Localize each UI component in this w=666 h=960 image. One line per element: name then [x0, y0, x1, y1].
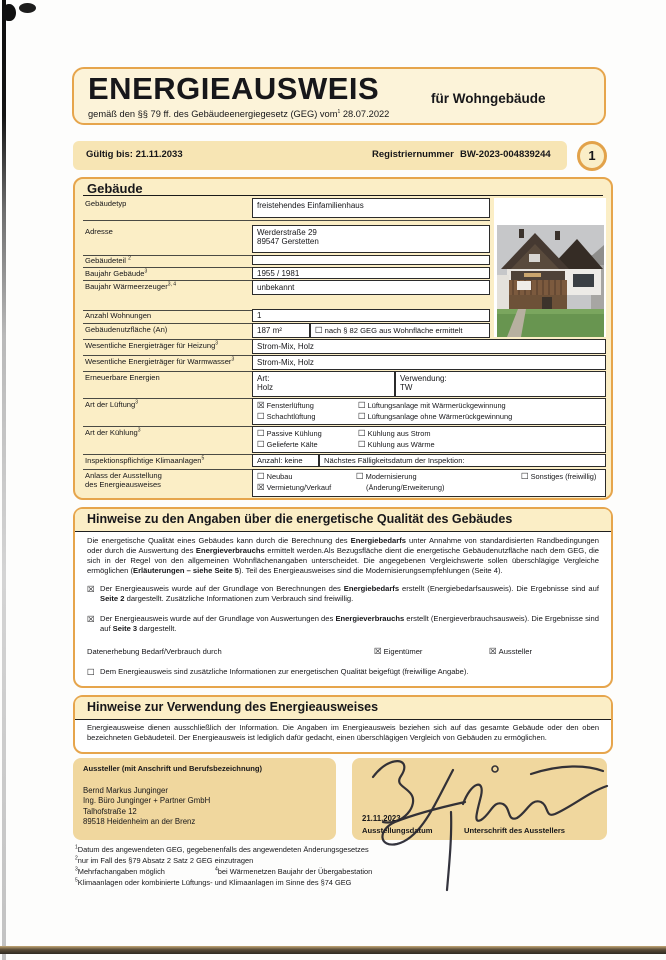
text-segment: ). Teil des Energieausweises sind die Modernisierungsempfehlungen (Seite 4).: [238, 566, 503, 576]
checkbox-icon: ☐: [521, 471, 529, 481]
value-klimaanlagen-anzahl: Anzahl: keine: [252, 454, 319, 467]
checkbox-icon: ☐: [257, 428, 265, 438]
label-text: Baujahr Wärmeerzeuger: [85, 282, 168, 291]
anlass-col3: [521, 472, 596, 483]
option-label: Neubau: [266, 472, 293, 481]
option: [358, 429, 435, 440]
footnote-4: [215, 867, 372, 876]
issuer-box: [73, 758, 336, 840]
text-segment: dargestellt. Zusätzliche Informationen zum Verbrauch sind freiwillig.: [124, 594, 354, 604]
footnote-3: [75, 867, 555, 878]
option-label: Lüftungsanlage ohne Wärmerückgewinnung: [367, 411, 513, 421]
scan-bottom-edge: [0, 946, 666, 954]
label-text: Wesentliche Energieträger für Warmwasser: [85, 357, 232, 366]
row-label-adresse: Adresse: [85, 227, 113, 236]
usage-hints-header: [75, 697, 611, 720]
checkbox-icon: ☒: [489, 646, 497, 657]
footnote-marker: 3: [231, 356, 235, 363]
address-line: Werderstraße 29: [257, 228, 317, 237]
value-nutzflaeche: 187 m²: [252, 323, 310, 338]
checkbox-icon: ☐: [356, 471, 364, 481]
quality-intro-paragraph: [87, 536, 599, 576]
footnote-marker: 3, 4: [167, 281, 177, 288]
row-label-baujahr-gebaeude: [85, 269, 147, 278]
footnote-5: [75, 878, 555, 889]
option-label: Kühlung aus Wärme: [367, 439, 435, 449]
value-baujahr-waermeerzeuger: unbekannt: [252, 280, 490, 295]
data-collection-eigentuemer: [374, 647, 422, 657]
building-photo: [497, 225, 604, 337]
option-label: Kühlung aus Strom: [367, 429, 431, 438]
row-divider: [83, 220, 490, 221]
value-adresse: [252, 225, 490, 253]
text-segment: ermittelt werden.Als Bezugsfläche dient die energetische Gebäudenutzfläche nach dem GEG, die sich in der Regel von den allgemeinen Wohnflächenangaben unterscheidet. Die angegebenen Vergleichswerte sollen überschlägige Vergleiche ermöglichen (: [87, 546, 599, 576]
row-divider: [83, 426, 252, 427]
footnote-marker: 1: [75, 844, 78, 851]
label-text: Wesentliche Energieträger für Heizung: [85, 341, 216, 350]
option-label: Passive Kühlung: [266, 429, 322, 438]
value-anlass: [252, 469, 606, 497]
row-label-lueftung: [85, 400, 138, 409]
row-label-erneuerbare: Erneuerbare Energien: [85, 373, 160, 382]
footnote-marker: 4: [215, 866, 218, 873]
text-segment: Dem Energieausweis sind zusätzliche Informationen zur energetischen Qualität beigefügt (freiwillige Angabe).: [100, 667, 469, 677]
row-divider: [83, 371, 252, 372]
issuer-header: Aussteller (mit Anschrift und Berufsbezeichnung): [83, 764, 263, 773]
option-label: Fensterlüftung: [266, 401, 314, 410]
value-warmwasser: Strom-Mix, Holz: [252, 355, 606, 370]
scan-left-edge: [2, 0, 6, 960]
footnote-text: nur im Fall des §79 Absatz 2 Satz 2 GEG einzutragen: [77, 856, 254, 865]
footnote-text: bei Wärmenetzen Baujahr der Übergabestation: [217, 867, 373, 876]
footnote-marker: 5: [201, 455, 205, 462]
scan-smudge: [3, 4, 16, 21]
checkbox-icon: ☐: [358, 438, 366, 449]
text-segment: Erläuterungen – siehe Seite 5: [133, 566, 239, 576]
checkbox-icon: ☐: [358, 400, 366, 410]
issuer-company: Ing. Büro Junginger + Partner GmbH: [83, 796, 211, 806]
option-label: Vermietung/Verkauf: [266, 482, 332, 492]
checkbox-icon: ☐: [358, 410, 366, 421]
text-segment: Seite 2: [100, 594, 125, 604]
bedarfsausweis-item: [87, 584, 599, 604]
checkbox-icon: ☐: [315, 325, 323, 335]
footnotes: [75, 845, 555, 889]
option-label: (Änderung/Erweiterung): [366, 482, 445, 492]
label-text: Baujahr Gebäude: [85, 269, 145, 278]
certificate-subtitle: für Wohngebäude: [431, 91, 546, 106]
law-text: gemäß den §§ 79 ff. des Gebäudeenergiegesetz (GEG) vom: [88, 109, 338, 119]
row-label-anlass: [85, 471, 162, 489]
quality-hints-body: [87, 536, 599, 677]
footnote-marker: 5: [75, 877, 78, 884]
value-gebaeudetyp: freistehendes Einfamilienhaus: [252, 198, 490, 218]
label-text: Art der Kühlung: [85, 428, 138, 437]
art-value: Holz: [257, 383, 274, 392]
text-segment: Die energetische Qualität eines Gebäudes kann durch die Berechnung des: [87, 536, 351, 545]
issue-date: 21.11.2023: [362, 814, 401, 823]
label-text: Gebäudeteil: [85, 256, 126, 265]
checkbox-icon: ☒: [257, 400, 265, 410]
option-label: Gelieferte Kälte: [266, 439, 318, 449]
building-section: [73, 177, 613, 500]
checkbox-icon: ☐: [257, 471, 265, 481]
footnote-marker: 3: [137, 427, 141, 434]
option-label: Sonstiges (freiwillig): [530, 472, 597, 481]
data-collection-label: Datenerhebung Bedarf/Verbrauch durch: [87, 647, 222, 657]
value-lueftung: [252, 398, 606, 425]
value-nutzflaeche-checkbox: [310, 323, 490, 338]
option: [257, 412, 316, 423]
checkbox-icon: ☐: [87, 666, 95, 677]
lueftung-col1: [257, 401, 316, 422]
quality-hints-section: [73, 507, 613, 688]
lueftung-col2: [358, 401, 512, 422]
value-anzahl-wohnungen: 1: [252, 309, 490, 322]
photo-cell: [494, 198, 606, 337]
footnote-text: Mehrfachangaben möglich: [77, 867, 165, 876]
data-collection-row: [87, 647, 599, 658]
issuer-city: 89518 Heidenheim an der Brenz: [83, 817, 196, 827]
option: [257, 401, 316, 412]
option-label: Lüftungsanlage mit Wärmerückgewinnung: [367, 401, 506, 410]
text-segment: unter Annahme von standardisierten Randbedingungen oder durch die Auswertung des: [87, 536, 600, 556]
validity-bar: [73, 141, 567, 170]
footnote-marker: 3: [75, 866, 78, 873]
signature-label: Unterschrift des Ausstellers: [464, 826, 566, 835]
row-divider: [83, 355, 252, 356]
label-text: des Energieausweises: [85, 480, 161, 490]
row-divider: [83, 469, 252, 470]
text-segment: erstellt (Energiebedarfsausweis). Die Ergebnisse sind auf: [399, 584, 599, 594]
checkbox-icon: ☒: [257, 481, 265, 492]
option-label: Schachtlüftung: [266, 411, 316, 421]
option-label: Eigentümer: [383, 647, 423, 657]
usage-hints-title: Hinweise zur Verwendung des Energieausweises: [87, 700, 379, 714]
anlass-col2: [356, 472, 444, 493]
art-label: Art:: [257, 374, 270, 383]
value-klimaanlagen-faellig: Nächstes Fälligkeitsdatum der Inspektion:: [319, 454, 606, 467]
issuer-street: Talhofstraße 12: [83, 806, 137, 816]
row-label-gebaeudeteil: [85, 256, 131, 265]
text-segment: Seite 3: [112, 624, 138, 634]
row-label-baujahr-waermeerzeuger: [85, 282, 176, 291]
valid-until: Gültig bis: 21.11.2033: [86, 149, 183, 160]
row-divider: [83, 398, 252, 399]
text-segment: erstellt (Energieverbrauchsausweis). Die Ergebnisse sind auf: [100, 614, 599, 634]
option: [257, 440, 322, 451]
row-label-gebaeudetyp: Gebäudetyp: [85, 199, 127, 208]
option: [521, 472, 596, 483]
quality-hints-title: Hinweise zu den Angaben über die energetische Qualität des Gebäudes: [87, 512, 513, 526]
header-box: [72, 67, 606, 125]
address-line: 89547 Gerstetten: [257, 237, 319, 246]
option: [358, 401, 512, 412]
page-number: 1: [588, 148, 596, 163]
row-label-klimaanlagen: [85, 456, 204, 465]
law-footnote-marker: 1: [337, 108, 341, 115]
footnote-2: [75, 856, 555, 867]
text-segment: Energiebedarfs: [350, 536, 406, 545]
row-label-kuehlung: [85, 428, 141, 437]
footnote-marker: 2: [128, 255, 131, 262]
checkbox-icon: ☐: [358, 428, 366, 438]
option: [358, 440, 435, 451]
footnote-marker: 2: [75, 855, 78, 862]
option: [257, 472, 331, 483]
row-label-warmwasser: [85, 357, 234, 366]
title-underline: [83, 195, 603, 196]
row-label-heizung: [85, 341, 218, 350]
text-segment: Energieverbrauchs: [195, 546, 265, 556]
verwendung-label: Verwendung:: [400, 374, 447, 383]
value-gebaeudeteil: [252, 255, 490, 265]
law-date: 28.07.2022: [340, 109, 390, 119]
anlass-col1: [257, 472, 331, 493]
issuer-address: [83, 786, 210, 827]
usage-hints-text: Energieausweise dienen ausschließlich der Information. Die Angaben im Energieausweis beziehen sich auf das gesamte Gebäude oder den oben bezeichneten Gebäudeteil. Der Energieausweis ist lediglich dafür gedacht, einen überschlägigen Vergleich von Gebäuden zu ermöglichen.: [87, 723, 599, 742]
text-segment: Der Energieausweis wurde auf der Grundlage von Auswertungen des: [100, 614, 336, 624]
footnote-marker: 3: [144, 268, 148, 275]
extra-info-item: [87, 667, 599, 677]
row-divider: [83, 454, 252, 455]
footnote-marker: 3: [215, 340, 219, 347]
option-label: Modernisierung: [365, 472, 417, 481]
label-text: Art der Lüftung: [85, 400, 136, 409]
registration-number: BW-2023-004839244: [460, 149, 551, 160]
kuehlung-col1: [257, 429, 322, 450]
value-erneuerbare-art: [252, 371, 395, 397]
issue-date-label: Ausstellungsdatum: [362, 826, 433, 835]
row-label-anzahl-wohnungen: Anzahl Wohnungen: [85, 311, 152, 320]
verbrauchsausweis-item: [87, 614, 599, 634]
value-baujahr-gebaeude: 1955 / 1981: [252, 267, 490, 279]
footnote-text: Klimaanlagen oder kombinierte Lüftungs- und Klimaanlagen im Sinne des §74 GEG: [77, 878, 352, 887]
text-segment: Energiebedarfs: [343, 584, 400, 594]
footnote-text: Datum des angewendeten GEG, gegebenenfalls des angewendeten Änderungsgesetzes: [77, 845, 369, 854]
verwendung-value: TW: [400, 383, 413, 392]
value-erneuerbare-verwendung: [395, 371, 606, 397]
checkbox-icon: ☒: [87, 583, 95, 594]
footnote-1: [75, 845, 555, 856]
text-segment: Der Energieausweis wurde auf der Grundlage von Berechnungen des: [100, 584, 344, 594]
option: [356, 472, 444, 483]
label-text: Anlass der Ausstellung: [85, 471, 162, 480]
option: [356, 483, 444, 494]
option: [257, 429, 322, 440]
label-text: Inspektionspflichtige Klimaanlagen: [85, 456, 202, 465]
value-kuehlung: [252, 426, 606, 453]
checkbox-icon: ☐: [257, 438, 265, 449]
law-reference: [88, 109, 389, 119]
value-heizung: Strom-Mix, Holz: [252, 339, 606, 354]
footnote-marker: 3: [135, 399, 139, 406]
checkbox-icon: ☒: [87, 613, 95, 624]
issuer-name: Bernd Markus Junginger: [83, 786, 168, 795]
usage-hints-section: [73, 695, 613, 754]
checkbox-icon: ☒: [374, 646, 382, 657]
row-label-nutzflaeche: Gebäudenutzfläche (An): [85, 325, 168, 334]
registration-label: Registriernummer: [372, 149, 454, 160]
text-segment: dargestellt.: [137, 624, 177, 634]
page-number-badge: [577, 141, 607, 171]
quality-hints-header: [75, 509, 611, 532]
option: [358, 412, 512, 423]
signature-box: [352, 758, 607, 840]
kuehlung-col2: [358, 429, 435, 450]
scan-smudge: [19, 3, 36, 13]
option-label: Aussteller: [498, 647, 532, 657]
certificate-title: ENERGIEAUSWEIS: [88, 71, 380, 106]
data-collection-aussteller: [489, 647, 532, 657]
text-segment: Energieverbrauchs: [335, 614, 405, 624]
checkbox-icon: ☐: [257, 410, 265, 421]
checkbox-label: nach § 82 GEG aus Wohnfläche ermittelt: [324, 326, 463, 335]
option: [257, 483, 331, 494]
building-section-title: Gebäude: [87, 181, 143, 196]
